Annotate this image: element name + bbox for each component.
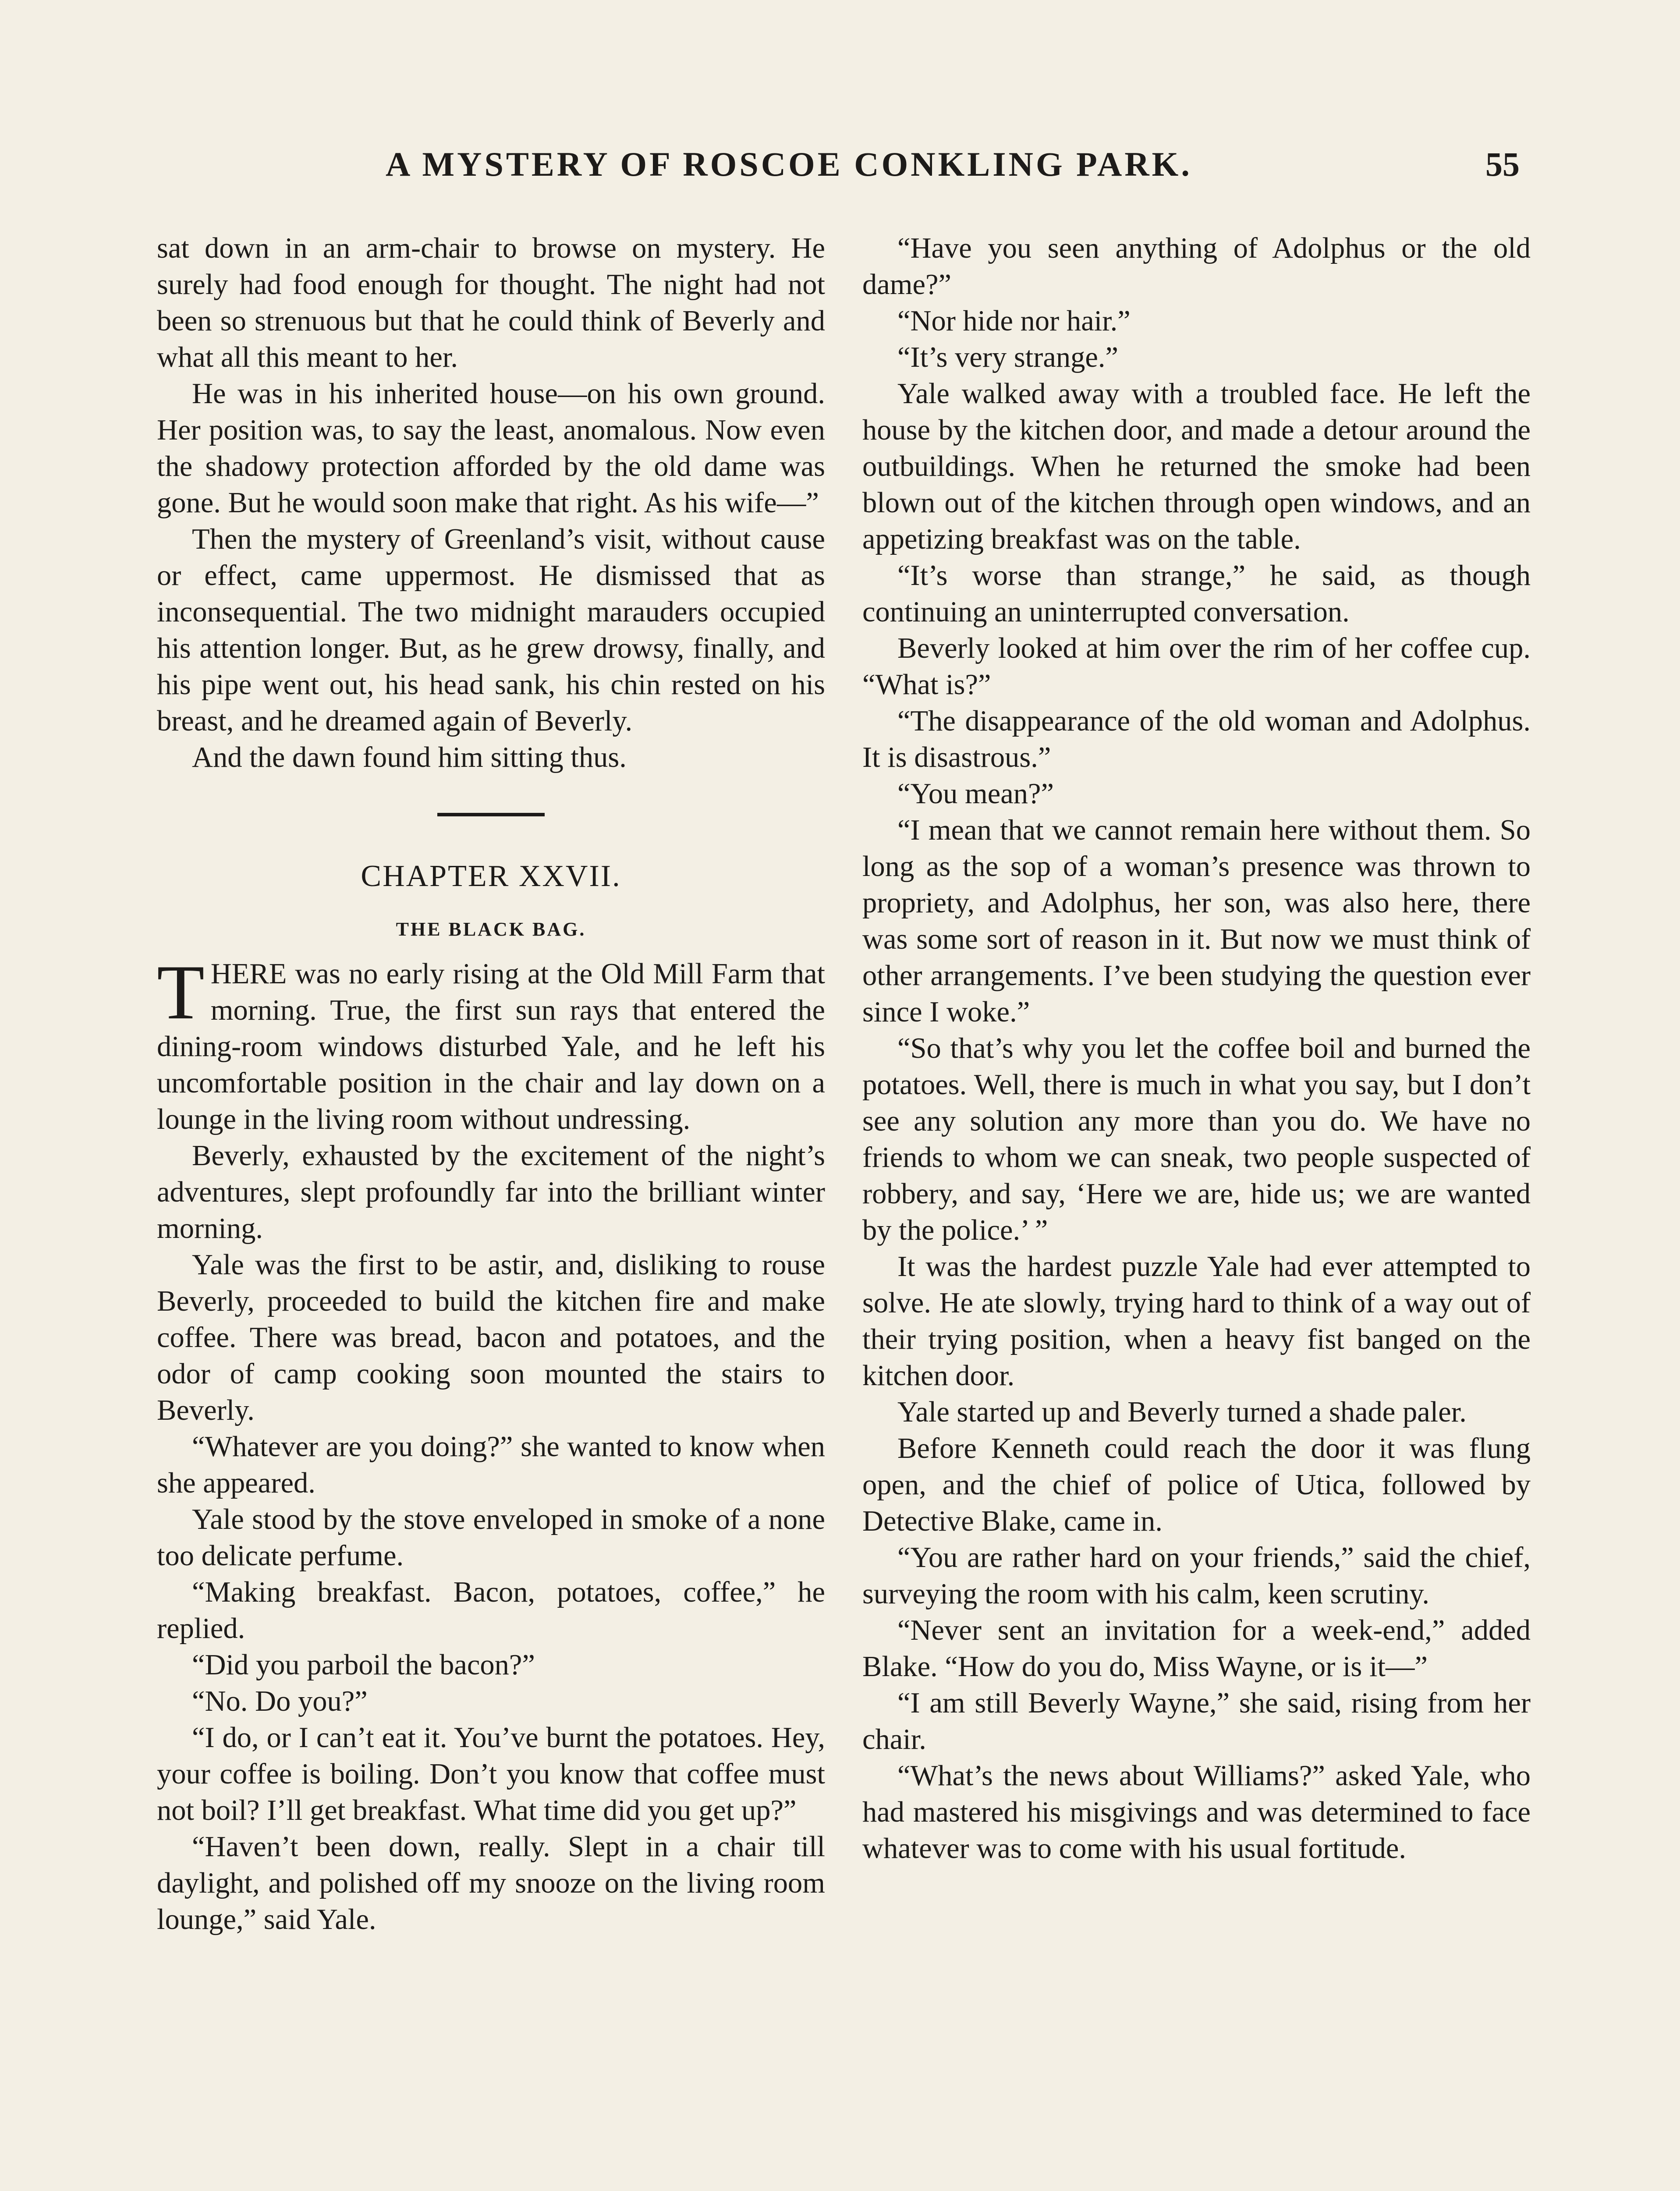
- opening-text: HERE was no early rising at the Old Mill Farm that morning. True, the first sun rays that entered the dining-room windows disturbed Yale, and he left his uncomfortable position in the chair and lay down on a lounge in the living room without undressing.: [157, 958, 825, 1135]
- paragraph: “Whatever are you doing?” she wanted to know when she appeared.: [157, 1431, 825, 1499]
- paragraph: “You mean?”: [897, 778, 1054, 810]
- paragraph: And the dawn found him sitting thus.: [192, 741, 627, 773]
- paragraph: Yale walked away with a troubled face. He left the house by the kitchen door, and made a detour around the outbuildings. When he returned the smoke had been blown out of the kitchen through open windows, and an appetizing breakfast was on the table.: [862, 378, 1531, 555]
- paragraph: Beverly looked at him over the rim of her coffee cup. “What is?”: [862, 632, 1531, 701]
- left-column: [157, 230, 825, 1938]
- paragraph: Yale started up and Beverly turned a shade paler.: [897, 1396, 1467, 1428]
- chapter-title: CHAPTER XXVII.: [361, 859, 621, 893]
- paragraph: “So that’s why you let the coffee boil and burned the potatoes. Well, there is much in what you say, but I don’t see any solution any more than you do. We have no friends to whom we can sneak, two people suspected of robbery, and say, ‘Here we are, hide us; we are wanted by the police.’ ”: [862, 1032, 1531, 1246]
- chapter-opening-paragraph: [157, 949, 825, 1138]
- paragraph: Yale stood by the stove enveloped in smoke of a none too delicate perfume.: [157, 1503, 825, 1572]
- paragraph: He was in his inherited house—on his own ground. Her position was, to say the least, anomalous. Now even the shadowy protection afforded by the old dame was gone. But he would soon make that right. As his wife—”: [157, 378, 825, 519]
- paragraph: Yale was the first to be astir, and, disliking to rouse Beverly, proceeded to build the kitchen fire and make coffee. There was bread, bacon and potatoes, and the odor of camp cooking soon mounted the stairs to Beverly.: [157, 1249, 825, 1426]
- paragraph: “I mean that we cannot remain here without them. So long as the sop of a woman’s presence was thrown to propriety, and Adolphus, her son, was also here, there was some sort of reason in it. But now we must think of other arrangements. I’ve been studying the question ever since I woke.”: [862, 814, 1531, 1028]
- paragraph: “What’s the news about Williams?” asked Yale, who had mastered his misgivings and was determined to face whatever was to come with his usual fortitude.: [862, 1760, 1531, 1865]
- paragraph: “Nor hide nor hair.”: [897, 305, 1131, 337]
- paragraph: Then the mystery of Greenland’s visit, without cause or effect, came uppermost. He dismissed that as inconsequential. The two midnight marauders occupied his attention longer. But, as he grew drowsy, finally, and his pipe went out, his head sank, his chin rested on his breast, and he dreamed again of Beverly.: [157, 523, 825, 737]
- paragraph: “I am still Beverly Wayne,” she said, rising from her chair.: [862, 1687, 1531, 1755]
- paragraph: “You are rather hard on your friends,” said the chief, surveying the room with his calm, keen scrutiny.: [862, 1542, 1531, 1610]
- paragraph: “No. Do you?”: [192, 1685, 368, 1717]
- drop-cap: T: [157, 949, 205, 1035]
- paragraph: “Never sent an invitation for a week-end,” added Blake. “How do you do, Miss Wayne, or is it—”: [862, 1614, 1531, 1683]
- running-title: A MYSTERY OF ROSCOE CONKLING PARK.: [386, 145, 1192, 183]
- paragraph: “Did you parboil the bacon?”: [192, 1649, 535, 1681]
- page-number: 55: [1485, 145, 1520, 183]
- paragraph: sat down in an arm-chair to browse on mystery. He surely had food enough for thought. The night had not been so strenuous but that he could think of Beverly and what all this meant to her.: [157, 232, 825, 373]
- paragraph: Before Kenneth could reach the door it was flung open, and the chief of police of Utica, followed by Detective Blake, came in.: [862, 1432, 1531, 1537]
- paragraph: “It’s worse than strange,” he said, as though continuing an uninterrupted conversation.: [862, 560, 1531, 628]
- paragraph: “The disappearance of the old woman and Adolphus. It is disastrous.”: [862, 705, 1531, 773]
- paragraph: “Have you seen anything of Adolphus or the old dame?”: [862, 232, 1531, 301]
- paragraph: “Making breakfast. Bacon, potatoes, coffee,” he replied.: [157, 1576, 825, 1645]
- right-column: [862, 230, 1531, 1867]
- paragraph: Beverly, exhausted by the excitement of the night’s adventures, slept profoundly far into the brilliant winter morning.: [157, 1140, 825, 1244]
- paragraph: “I do, or I can’t eat it. You’ve burnt the potatoes. Hey, your coffee is boiling. Don’t you know that coffee must not boil? I’ll get breakfast. What time did you get up?”: [157, 1722, 825, 1826]
- section-divider: [437, 813, 545, 816]
- chapter-subtitle: THE BLACK BAG.: [396, 918, 586, 940]
- paragraph: “Haven’t been down, really. Slept in a chair till daylight, and polished off my snooze on the living room lounge,” said Yale.: [157, 1831, 825, 1936]
- paragraph: “It’s very strange.”: [897, 341, 1119, 373]
- paragraph: It was the hardest puzzle Yale had ever attempted to solve. He ate slowly, trying hard to think of a way out of their trying position, when a heavy fist banged on the kitchen door.: [862, 1251, 1531, 1392]
